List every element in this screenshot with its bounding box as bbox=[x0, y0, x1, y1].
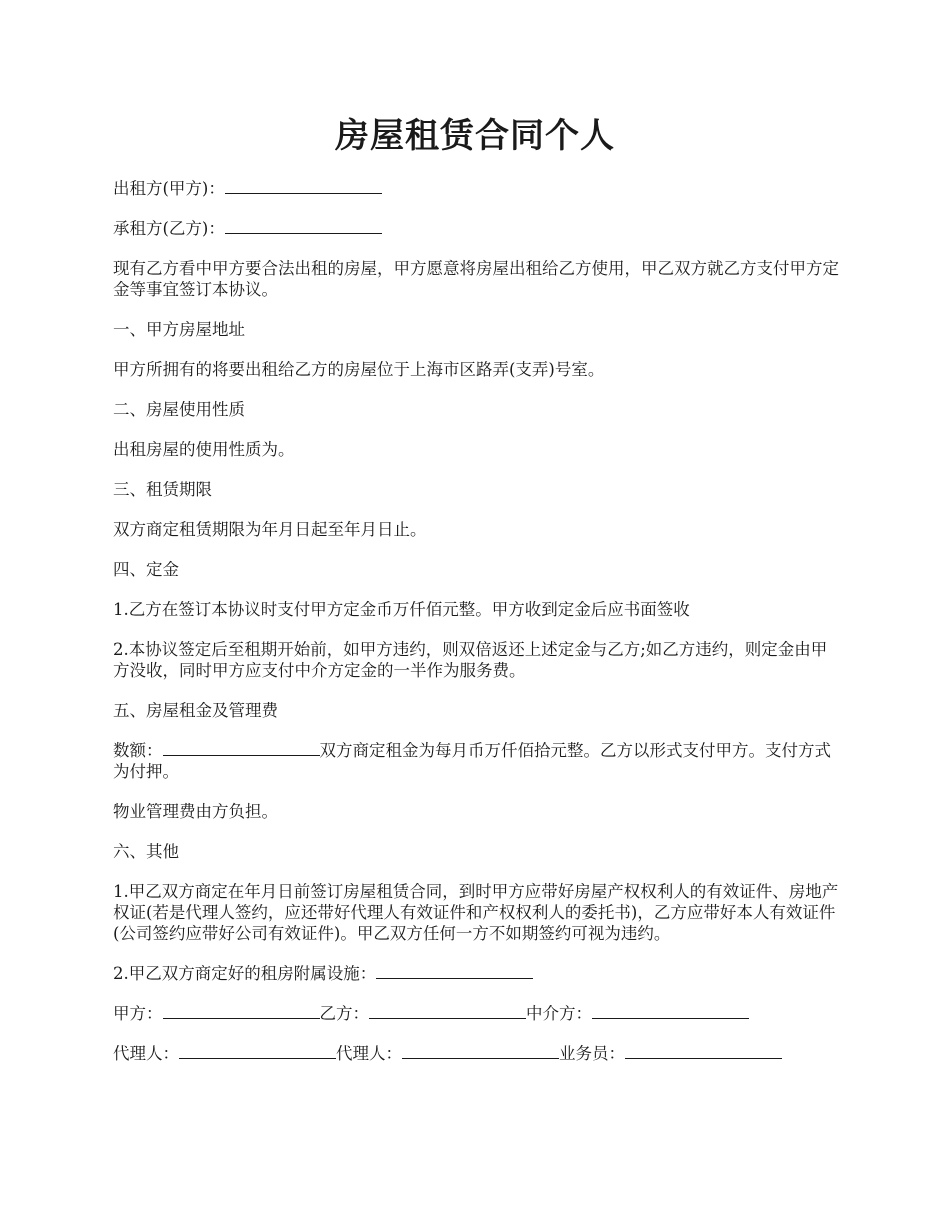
sign-agency-label: 中介方： bbox=[526, 1004, 592, 1023]
signature-row-2 bbox=[113, 1043, 841, 1064]
section-6-item-1: 1.甲乙双方商定在年月日前签订房屋租赁合同，到时甲方应带好房屋产权权利人的有效证件、房地产权证(若是代理人签约，应还带好代理人有效证件和产权权利人的委托书)，乙方应带好本人有效证件(公司签约应带好公司有效证件)。甲乙双方任何一方不如期签约可视为违约。 bbox=[113, 882, 839, 943]
party-a-line bbox=[113, 178, 841, 199]
sign-agent-b-blank bbox=[402, 1043, 559, 1059]
section-1-heading: 一、甲方房屋地址 bbox=[113, 320, 245, 339]
section-5-fee: 物业管理费由方负担。 bbox=[113, 802, 278, 821]
party-a-blank bbox=[225, 178, 382, 194]
sign-agent-b-label: 代理人： bbox=[336, 1044, 402, 1063]
party-b-label: 承租方(乙方)： bbox=[113, 219, 225, 238]
section-1-text: 甲方所拥有的将要出租给乙方的房屋位于上海市区路弄(支弄)号室。 bbox=[113, 360, 605, 379]
party-b-blank bbox=[225, 218, 382, 234]
sign-agent-a-label: 代理人： bbox=[113, 1044, 179, 1063]
section-4-heading: 四、定金 bbox=[113, 560, 179, 579]
sign-party-a-blank bbox=[163, 1003, 320, 1019]
signature-row-1 bbox=[113, 1003, 841, 1024]
section-4-item-1: 1.乙方在签订本协议时支付甲方定金币万仟佰元整。甲方收到定金后应书面签收 bbox=[113, 600, 690, 619]
sign-party-b-blank bbox=[369, 1003, 526, 1019]
document-body bbox=[113, 178, 841, 1083]
document-title: 房屋租赁合同个人 bbox=[335, 116, 615, 156]
amount-blank bbox=[163, 740, 320, 756]
intro-paragraph: 现有乙方看中甲方要合法出租的房屋，甲方愿意将房屋出租给乙方使用，甲乙双方就乙方支付甲方定金等事宜签订本协议。 bbox=[113, 259, 839, 299]
sign-agent-a-blank bbox=[179, 1043, 336, 1059]
sign-party-b-label: 乙方： bbox=[319, 1004, 369, 1023]
section-5-amount bbox=[113, 740, 841, 782]
party-a-label: 出租方(甲方)： bbox=[113, 179, 225, 198]
section-5-heading: 五、房屋租金及管理费 bbox=[113, 701, 278, 720]
section-3-text: 双方商定租赁期限为年月日起至年月日止。 bbox=[113, 520, 427, 539]
section-6-heading: 六、其他 bbox=[113, 842, 179, 861]
sign-agency-blank bbox=[592, 1003, 749, 1019]
section-6-item-2 bbox=[113, 963, 841, 984]
section-2-heading: 二、房屋使用性质 bbox=[113, 400, 245, 419]
sign-salesperson-label: 业务员： bbox=[559, 1044, 625, 1063]
section-2-text: 出租房屋的使用性质为。 bbox=[113, 440, 295, 459]
facilities-label: 2.甲乙双方商定好的租房附属设施： bbox=[113, 964, 377, 983]
sign-party-a-label: 甲方： bbox=[113, 1004, 163, 1023]
section-4-item-2: 2.本协议签定后至租期开始前，如甲方违约，则双倍返还上述定金与乙方;如乙方违约，则定金由甲方没收，同时甲方应支付中介方定金的一半作为服务费。 bbox=[113, 640, 828, 680]
facilities-blank bbox=[376, 963, 533, 979]
amount-label: 数额： bbox=[113, 741, 163, 760]
sign-salesperson-blank bbox=[625, 1043, 782, 1059]
party-b-line bbox=[113, 218, 841, 239]
section-3-heading: 三、租赁期限 bbox=[113, 480, 212, 499]
amount-text: 双方商定租金为每月币万仟佰拾元整。乙方以形式支付甲方。支付方式为付押。 bbox=[113, 741, 831, 781]
